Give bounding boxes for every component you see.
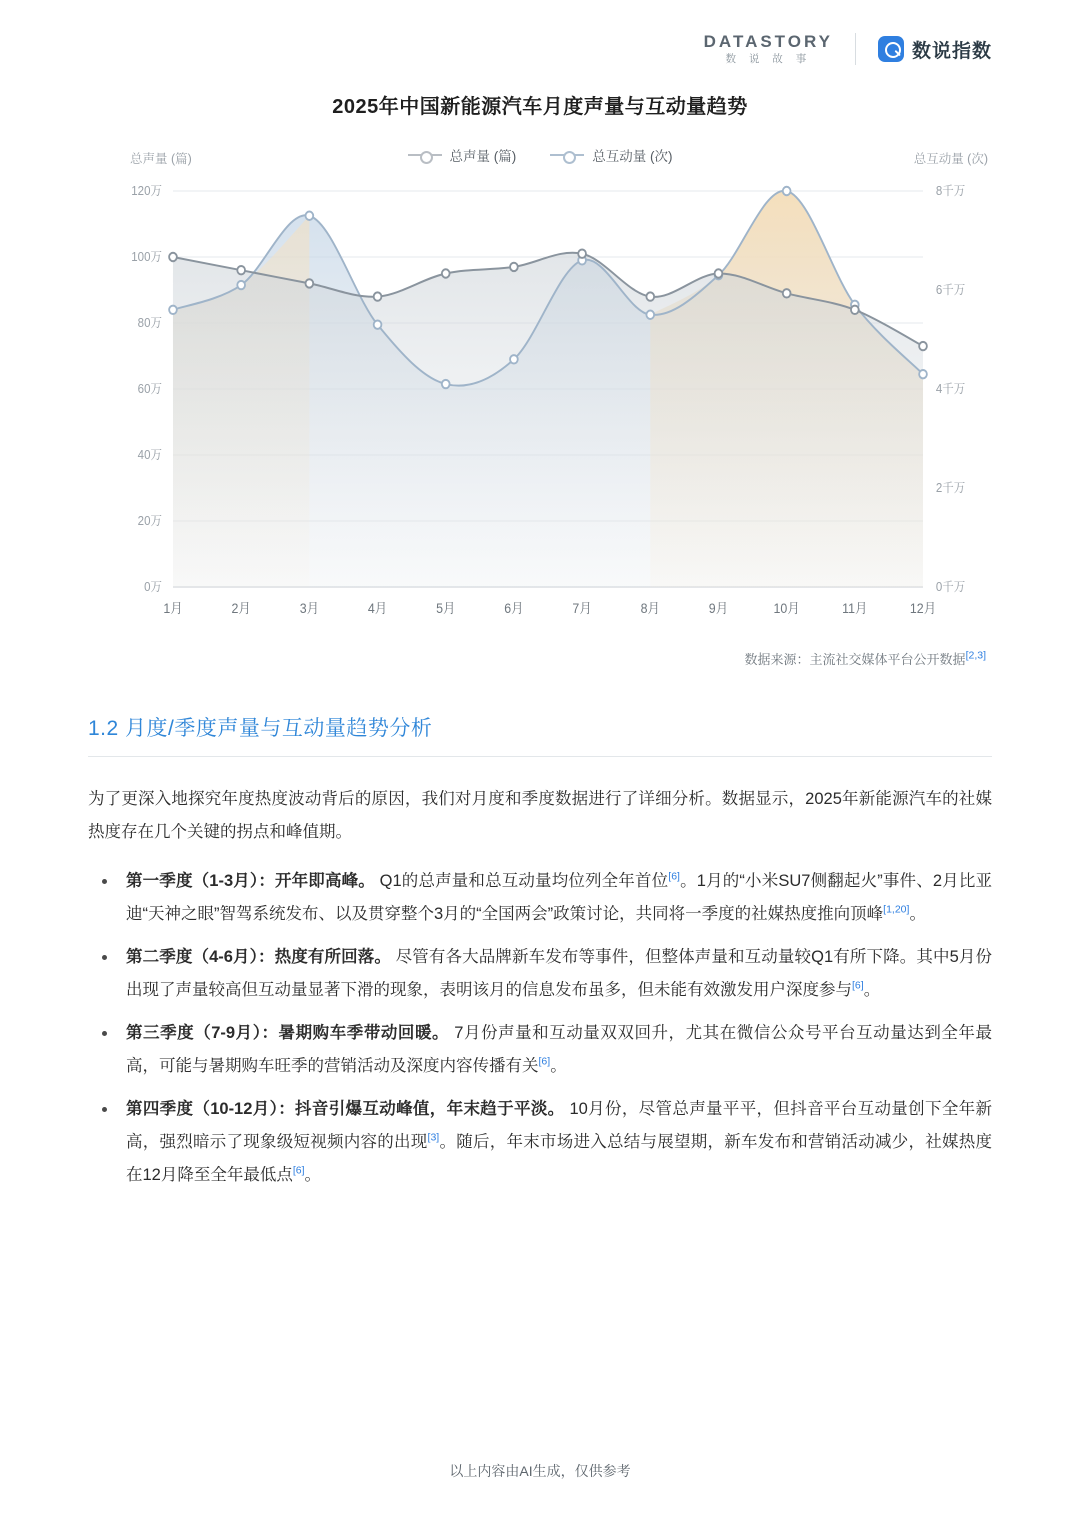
svg-text:120万: 120万 xyxy=(131,183,162,199)
index-logo-label: 数说指数 xyxy=(911,40,992,62)
index-logo xyxy=(878,36,992,63)
datastory-logo-cn: 数 说 故 事 xyxy=(725,53,812,66)
trend-line-chart xyxy=(116,175,980,627)
svg-text:6月: 6月 xyxy=(504,600,524,617)
chart-container xyxy=(88,141,992,641)
citation-ref[interactable]: [6] xyxy=(292,1164,305,1177)
analysis-point xyxy=(118,1093,992,1192)
chart-source-text: 数据来源：主流社交媒体平台公开数据 xyxy=(744,652,966,667)
analysis-point-lead: 第一季度（1-3月）：开年即高峰。 xyxy=(126,872,375,890)
svg-text:80万: 80万 xyxy=(137,315,162,331)
svg-text:3月: 3月 xyxy=(299,600,320,617)
analysis-point-text: 尽管有各大品牌新车发布等事件，但整体声量和互动量较Q1有所下降。其中5月份出现了声量较高但互动量显著下滑的现象，表明该月的信息发布虽多，但未能有效激发用户深度参与 xyxy=(126,948,992,999)
svg-text:2月: 2月 xyxy=(231,600,251,617)
svg-text:9月: 9月 xyxy=(708,600,729,617)
citation-ref[interactable]: [6] xyxy=(852,979,864,992)
chart-title: 2025年中国新能源汽车月度声量与互动量趋势 xyxy=(332,96,748,118)
brand-divider xyxy=(855,33,856,65)
svg-text:5月: 5月 xyxy=(436,600,456,617)
svg-text:4月: 4月 xyxy=(367,600,388,617)
legend-item-interaction[interactable] xyxy=(550,145,672,165)
datastory-logo xyxy=(704,33,833,65)
svg-text:0千万: 0千万 xyxy=(935,579,966,595)
analysis-point-text: 。 xyxy=(863,981,881,999)
chart-source-ref[interactable]: [2,3] xyxy=(965,649,986,662)
brand-header xyxy=(88,0,992,66)
svg-text:0万: 0万 xyxy=(144,579,162,595)
svg-text:60万: 60万 xyxy=(137,381,162,397)
section-heading: 1.2 月度/季度声量与互动量趋势分析 xyxy=(88,712,992,757)
analysis-point-text: 7月份声量和互动量双双回升，尤其在微信公众号平台互动量达到全年最高，可能与暑期购车旺季的营销活动及深度内容传播有关 xyxy=(126,1024,992,1075)
analysis-point-text: 。 xyxy=(304,1166,322,1184)
analysis-point xyxy=(118,941,992,1007)
datastory-logo-en: DATASTORY xyxy=(703,32,833,52)
legend-label-voice: 总声量 (篇) xyxy=(449,149,517,164)
analysis-point-text: 。随后，年末市场进入总结与展望期，新车发布和营销活动减少，社媒热度在12月降至全年最低点 xyxy=(126,1133,993,1184)
citation-ref[interactable]: [6] xyxy=(538,1055,551,1068)
svg-text:10月: 10月 xyxy=(773,600,800,617)
chart-source-note xyxy=(88,649,992,668)
svg-text:6千万: 6千万 xyxy=(935,282,966,298)
y-axis-left-label: 总声量 (篇) xyxy=(130,152,192,166)
svg-text:2千万: 2千万 xyxy=(935,480,966,496)
legend-item-voice[interactable] xyxy=(408,145,517,165)
analysis-point-lead: 第四季度（10-12月）：抖音引爆互动峰值，年末趋于平淡。 xyxy=(126,1100,565,1118)
legend-marker-voice xyxy=(408,154,442,156)
section-intro: 为了更深入地探究年度热度波动背后的原因，我们对月度和季度数据进行了详细分析。数据显示，2025年新能源汽车的社媒热度存在几个关键的拐点和峰值期。 xyxy=(88,790,992,841)
svg-text:40万: 40万 xyxy=(137,447,162,463)
page-footer: 以上内容由AI生成，仅供参考 xyxy=(449,1463,631,1479)
analysis-point-text: 。 xyxy=(550,1057,567,1075)
citation-ref[interactable]: [6] xyxy=(668,870,680,883)
analysis-point xyxy=(118,865,992,931)
analysis-point-text: Q1的总声量和总互动量均位列全年首位 xyxy=(374,872,669,890)
analysis-point-text: 10月份，尽管总声量平平，但抖音平台互动量创下全年新高，强烈暗示了现象级短视频内容的出现 xyxy=(126,1100,993,1151)
citation-ref[interactable]: [1,20] xyxy=(883,903,910,916)
svg-text:7月: 7月 xyxy=(572,600,592,617)
analysis-point-lead: 第三季度（7-9月）：暑期购车季带动回暖。 xyxy=(126,1024,450,1042)
legend-label-interaction: 总互动量 (次) xyxy=(592,149,673,164)
search-icon xyxy=(878,36,904,62)
svg-text:11月: 11月 xyxy=(842,600,868,617)
analysis-point xyxy=(118,1017,992,1083)
legend-marker-interaction xyxy=(550,154,584,156)
svg-text:8月: 8月 xyxy=(640,600,660,617)
citation-ref[interactable]: [3] xyxy=(427,1131,440,1144)
analysis-point-text: 。1月的“小米SU7侧翻起火”事件、2月比亚迪“天神之眼”智驾系统发布、以及贯穿整个3月的“全国两会”政策讨论，共同将一季度的社媒热度推向顶峰 xyxy=(126,872,992,923)
chart-plot-area xyxy=(116,175,980,627)
analysis-points-list xyxy=(88,865,992,1192)
chart-legend xyxy=(88,145,992,165)
svg-text:4千万: 4千万 xyxy=(935,381,966,397)
svg-text:8千万: 8千万 xyxy=(935,183,966,199)
svg-text:1月: 1月 xyxy=(163,600,183,617)
analysis-point-lead: 第二季度（4-6月）：热度有所回落。 xyxy=(126,948,391,966)
analysis-point-text: 。 xyxy=(909,905,926,923)
svg-text:20万: 20万 xyxy=(137,513,162,529)
svg-text:12月: 12月 xyxy=(909,600,937,617)
svg-text:100万: 100万 xyxy=(131,249,162,265)
y-axis-right-label: 总互动量 (次) xyxy=(913,152,988,166)
